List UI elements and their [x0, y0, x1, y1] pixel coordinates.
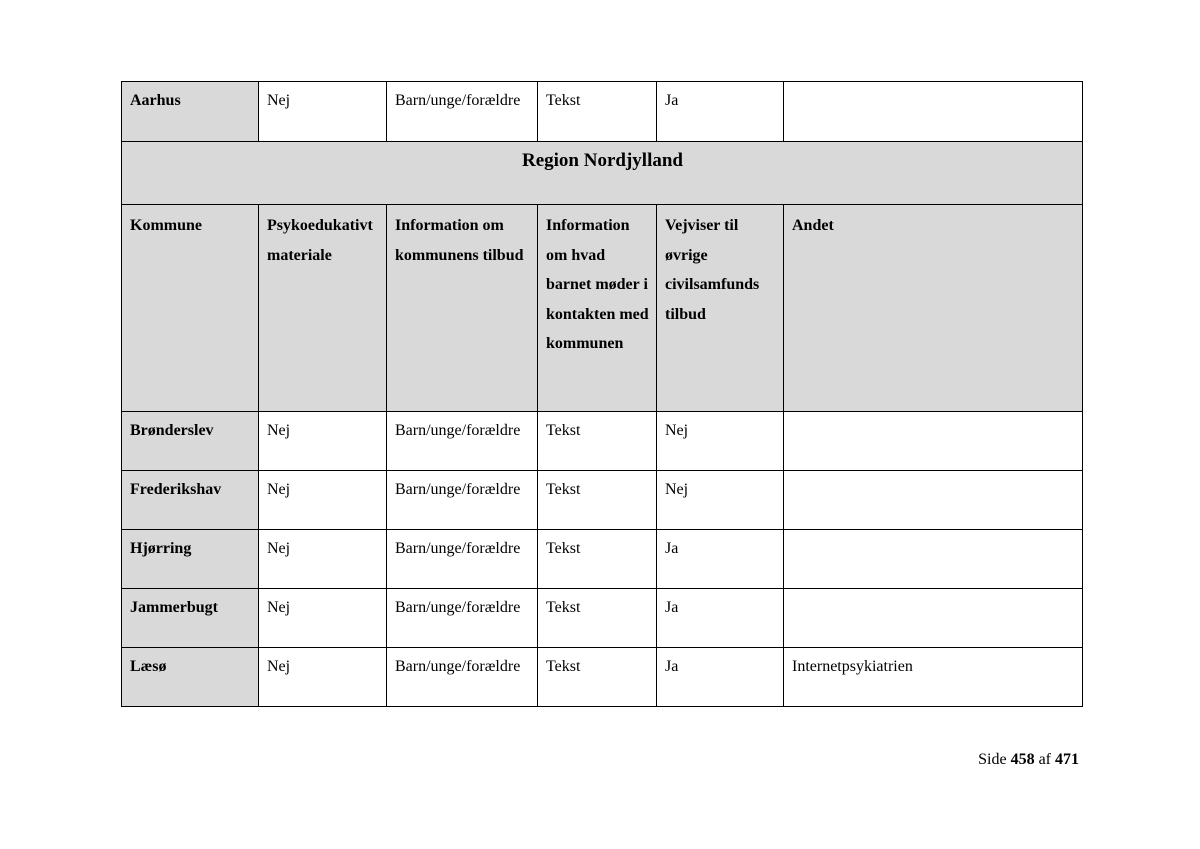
column-header-barnet-moder: Information om hvad barnet møder i kontakten med kommunen [538, 205, 657, 412]
other-cell [784, 82, 1083, 142]
region-heading-row [122, 142, 1083, 205]
other-cell: Internetpsykiatrien [784, 648, 1083, 707]
column-header-kommune: Kommune [122, 205, 259, 412]
municipality-cell: Hjørring [122, 530, 259, 589]
psychoeducational-cell: Nej [259, 82, 387, 142]
municipality-cell: Brønderslev [122, 412, 259, 471]
column-header-kommunens-tilbud: Information om kommunens tilbud [387, 205, 538, 412]
other-cell [784, 412, 1083, 471]
table-row [122, 648, 1083, 707]
table-header-row [122, 205, 1083, 412]
column-header-andet: Andet [784, 205, 1083, 412]
child-contact-info-cell: Tekst [538, 471, 657, 530]
civil-society-guide-cell: Ja [657, 82, 784, 142]
municipal-offer-cell: Barn/unge/forældre [387, 589, 538, 648]
civil-society-guide-cell: Ja [657, 589, 784, 648]
civil-society-guide-cell: Ja [657, 648, 784, 707]
column-header-psykoedukativt: Psykoedukativt materiale [259, 205, 387, 412]
municipality-cell: Frederikshav [122, 471, 259, 530]
current-page-number: 458 [1010, 751, 1035, 768]
municipal-offer-cell: Barn/unge/forældre [387, 82, 538, 142]
municipal-offer-cell: Barn/unge/forældre [387, 471, 538, 530]
psychoeducational-cell: Nej [259, 412, 387, 471]
child-contact-info-cell: Tekst [538, 648, 657, 707]
table-row [122, 471, 1083, 530]
child-contact-info-cell: Tekst [538, 412, 657, 471]
page-number-footer [900, 750, 1079, 770]
municipality-cell: Aarhus [122, 82, 259, 142]
civil-society-guide-cell: Nej [657, 471, 784, 530]
psychoeducational-cell: Nej [259, 589, 387, 648]
child-contact-info-cell: Tekst [538, 589, 657, 648]
region-title: Region Nordjylland [122, 142, 1083, 205]
other-cell [784, 530, 1083, 589]
psychoeducational-cell: Nej [259, 471, 387, 530]
psychoeducational-cell: Nej [259, 648, 387, 707]
civil-society-guide-cell: Nej [657, 412, 784, 471]
page-of-label: af [1038, 751, 1051, 768]
municipality-cell: Jammerbugt [122, 589, 259, 648]
table-row [122, 530, 1083, 589]
municipal-offer-cell: Barn/unge/forældre [387, 648, 538, 707]
municipality-cell: Læsø [122, 648, 259, 707]
municipality-table [121, 81, 1083, 707]
municipal-offer-cell: Barn/unge/forældre [387, 412, 538, 471]
child-contact-info-cell: Tekst [538, 82, 657, 142]
table-row-aarhus [122, 82, 1083, 142]
municipal-offer-cell: Barn/unge/forældre [387, 530, 538, 589]
other-cell [784, 471, 1083, 530]
child-contact-info-cell: Tekst [538, 530, 657, 589]
table-row [122, 412, 1083, 471]
civil-society-guide-cell: Ja [657, 530, 784, 589]
total-page-count: 471 [1055, 751, 1079, 768]
column-header-vejviser: Vejviser til øvrige civilsamfunds tilbud [657, 205, 784, 412]
other-cell [784, 589, 1083, 648]
table-row [122, 589, 1083, 648]
page-label: Side [978, 751, 1007, 768]
psychoeducational-cell: Nej [259, 530, 387, 589]
